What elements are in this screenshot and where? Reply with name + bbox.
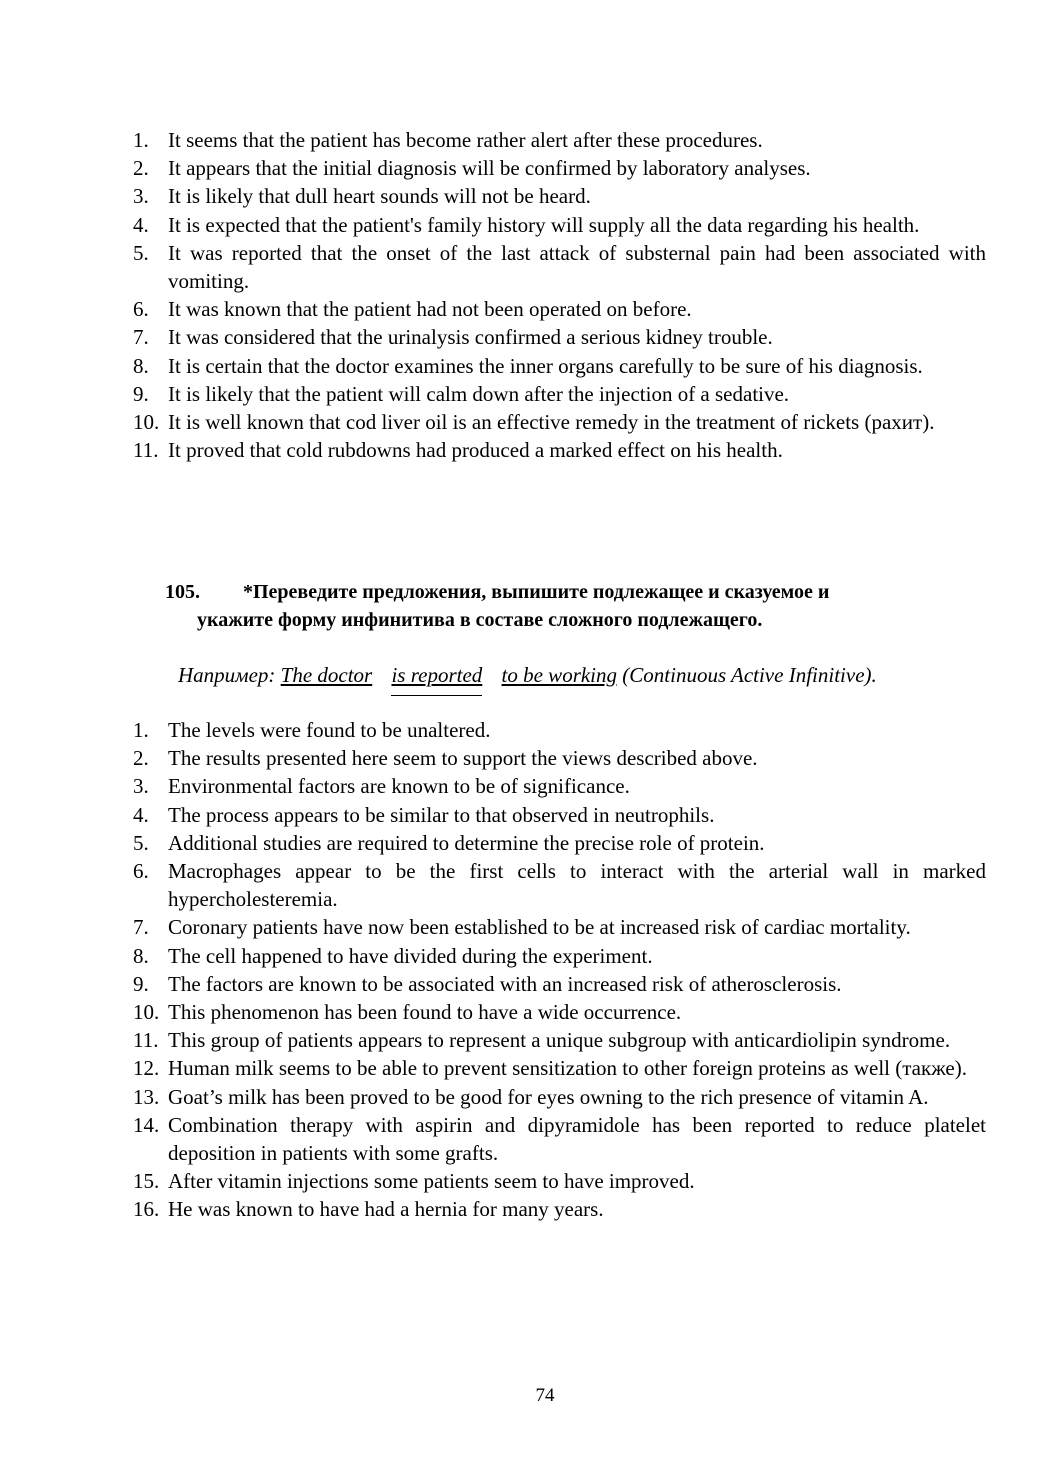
list-item-text: This phenomenon has been found to have a wide occurrence.	[168, 1000, 682, 1025]
exercise-number: 105.	[165, 581, 200, 603]
list-item-text: Combination therapy with aspirin and dipyramidole has been reported to reduce platelet deposition in patients with some grafts.	[168, 1112, 986, 1166]
list-item	[133, 857, 986, 913]
list-item	[133, 182, 986, 210]
list-item-number: 13.	[133, 1084, 160, 1109]
list-item	[133, 408, 986, 436]
list-item	[133, 942, 986, 970]
example-prefix: Например:	[178, 663, 276, 687]
list-item-text: It is well known that cod liver oil is an effective remedy in the treatment of rickets (рахит).	[168, 410, 935, 435]
list-item	[133, 295, 986, 323]
list-item-number: 8.	[133, 943, 149, 968]
list-item	[133, 998, 986, 1026]
list-item	[133, 716, 986, 744]
list-item-text: It was considered that the urinalysis confirmed a serious kidney trouble.	[168, 325, 773, 350]
list-item	[133, 829, 986, 857]
list-item-number: 5.	[133, 240, 149, 265]
list-item	[133, 772, 986, 800]
list-item	[133, 380, 986, 408]
list-item-number: 12.	[133, 1056, 160, 1081]
list-item	[133, 1054, 986, 1082]
example-infinitive: to be working	[501, 663, 618, 687]
exercise-instruction-2: укажите форму инфинитива в составе сложного подлежащего.	[197, 609, 763, 631]
list-item-number: 14.	[133, 1112, 160, 1137]
list-item	[133, 211, 986, 239]
list-item-text: It was known that the patient had not been operated on before.	[168, 297, 692, 322]
list-item-text: It was reported that the onset of the last attack of substernal pain had been associated with vomiting.	[168, 240, 986, 294]
list-item-number: 7.	[133, 325, 149, 350]
list-item-text: It is likely that dull heart sounds will not be heard.	[168, 184, 591, 209]
list-item	[133, 1083, 986, 1111]
list-item-number: 8.	[133, 353, 149, 378]
list-item-number: 4.	[133, 212, 149, 237]
list-item-text: It seems that the patient has become rather alert after these procedures.	[168, 128, 763, 152]
list-item-number: 6.	[133, 297, 149, 322]
list-item-number: 5.	[133, 830, 149, 855]
list-item-number: 9.	[133, 971, 149, 996]
list-item-number: 15.	[133, 1169, 160, 1194]
list-item	[133, 352, 986, 380]
list-item-text: It is expected that the patient's family history will supply all the data regarding his health.	[168, 212, 920, 237]
list-item	[133, 1167, 986, 1195]
example-line	[178, 661, 998, 689]
list-item-text: The levels were found to be unaltered.	[168, 718, 491, 742]
list-item-text: The process appears to be similar to that observed in neutrophils.	[168, 802, 715, 827]
list-item-text: Goat’s milk has been proved to be good for eyes owning to the rich presence of vitamin A.	[168, 1084, 929, 1109]
list-item-text: He was known to have had a hernia for many years.	[168, 1197, 604, 1222]
list-item-number: 16.	[133, 1197, 160, 1222]
list-item	[133, 154, 986, 182]
list-item-text: It appears that the initial diagnosis will be confirmed by laboratory analyses.	[168, 156, 811, 181]
list-item-text: Coronary patients have now been established to be at increased risk of cardiac mortality.	[168, 915, 911, 940]
list-item-number: 7.	[133, 915, 149, 940]
page-number: 74	[535, 1385, 555, 1406]
list-item-number: 1.	[133, 718, 149, 742]
example-note: (Continuous Active Infinitive).	[622, 663, 877, 687]
list-item-number: 11.	[133, 438, 159, 463]
list-item-number: 9.	[133, 381, 149, 406]
list-item-text: The results presented here seem to support the views described above.	[168, 746, 758, 771]
list-item-text: Environmental factors are known to be of significance.	[168, 774, 630, 799]
list-item-number: 11.	[133, 1028, 159, 1053]
list-item	[133, 1026, 986, 1054]
list-item-text: The factors are known to be associated with an increased risk of atherosclerosis.	[168, 971, 842, 996]
list-item-number: 2.	[133, 746, 149, 771]
exercise-heading-line-1	[165, 578, 965, 606]
list-item-text: It is likely that the patient will calm down after the injection of a sedative.	[168, 381, 790, 406]
list-item	[133, 239, 986, 295]
list-item-number: 1.	[133, 128, 149, 152]
example-predicate: is reported	[391, 663, 482, 696]
list-item-text: This group of patients appears to represent a unique subgroup with anticardiolipin syndrome.	[168, 1028, 951, 1053]
list-item-text: It proved that cold rubdowns had produced a marked effect on his health.	[168, 438, 783, 463]
list-item	[133, 1111, 986, 1167]
list-item-text: Macrophages appear to be the first cells to interact with the arterial wall in marked hypercholesteremia.	[168, 859, 986, 912]
list-item-number: 10.	[133, 1000, 160, 1025]
list-item-number: 6.	[133, 859, 149, 884]
list-item-number: 3.	[133, 184, 149, 209]
list-item-number: 3.	[133, 774, 149, 799]
list-item	[133, 1195, 986, 1223]
list-item-text: The cell happened to have divided during the experiment.	[168, 943, 653, 968]
list-item-number: 2.	[133, 156, 149, 181]
list-item-text: Human milk seems to be able to prevent sensitization to other foreign proteins as well (также).	[168, 1056, 967, 1081]
list-item-text: It is certain that the doctor examines the inner organs carefully to be sure of his diagnosis.	[168, 353, 923, 378]
list-item-number: 10.	[133, 410, 160, 435]
list-item	[133, 913, 986, 941]
list-item-text: After vitamin injections some patients seem to have improved.	[168, 1169, 695, 1194]
list-item	[133, 126, 986, 154]
list-item	[133, 801, 986, 829]
exercise-heading	[165, 578, 965, 634]
list-item	[133, 323, 986, 351]
list-item-text: Additional studies are required to determine the precise role of protein.	[168, 830, 765, 855]
exercise-instruction-1: *Переведите предложения, выпишите подлежащее и сказуемое и	[243, 581, 830, 603]
sentence-list-2	[133, 716, 986, 1224]
list-item	[133, 970, 986, 998]
list-item	[133, 436, 986, 464]
list-item-number: 4.	[133, 802, 149, 827]
list-item	[133, 744, 986, 772]
sentence-list-1	[133, 126, 986, 464]
example-subject: The doctor	[280, 663, 373, 687]
